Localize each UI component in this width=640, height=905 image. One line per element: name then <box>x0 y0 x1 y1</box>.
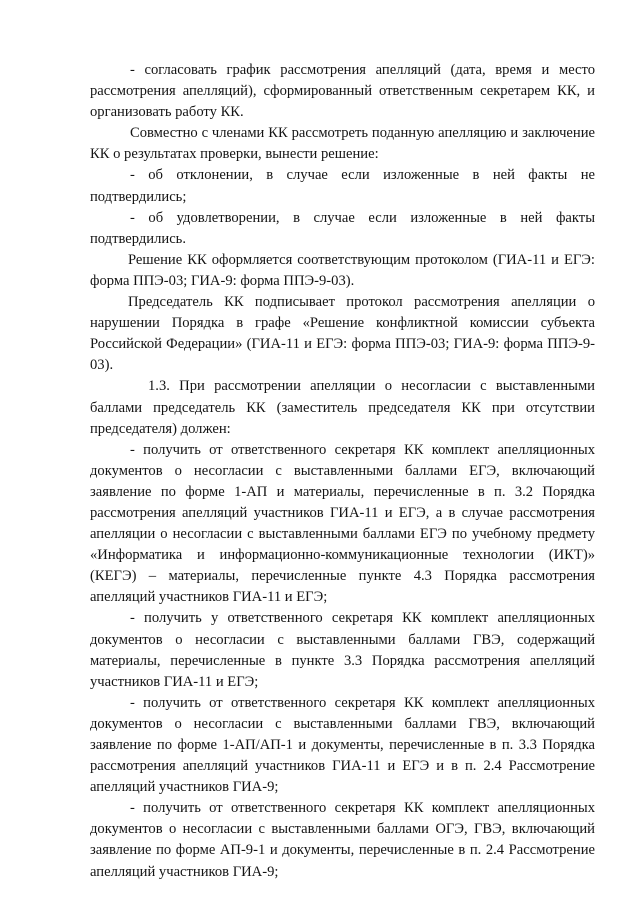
paragraph-chairman-signs: Председатель КК подписывает протокол рассмотрения апелляции о нарушении Порядка в графе «Решение конфликтной комиссии субъекта Российской Федерации» (ГИА-11 и ЕГЭ: форма ППЭ-03; ГИА-9: форма ППЭ-9-03). <box>90 294 595 374</box>
document-page <box>90 60 595 883</box>
paragraph-schedule: - согласовать график рассмотрения апелляций (дата, время и место рассмотрения апелляций), сформированный ответственным секретарем КК, и организовать работу КК. <box>90 62 595 121</box>
paragraph-gve-form-documents: - получить от ответственного секретаря КК комплект апелляционных документов о несогласии с выставленными баллами ГВЭ, включающий заявление по форме 1-АП/АП-1 и документы, перечисленные в п. 3.3 Порядка рассмотрения апелляций участников ГИА-11 и ЕГЭ и в п. 2.4 Рассмотрение апелляций участников ГИА-9; <box>90 694 595 796</box>
paragraph-rejection: - об отклонении, в случае если изложенные в ней факты не подтвердились; <box>90 167 595 205</box>
paragraph-gve-documents: - получить у ответственного секретаря КК комплект апелляционных документов о несогласии с выставленными баллами ГВЭ, содержащий материалы, перечисленные в пункте 3.3 Порядка рассмотрения апелляций участников ГИА-11 и ЕГЭ; <box>90 610 595 690</box>
paragraph-ege-documents: - получить от ответственного секретаря КК комплект апелляционных документов о несогласии с выставленными баллами ЕГЭ, включающий заявление по форме 1-АП и материалы, перечисленные в п. 3.2 Порядка рассмотрения апелляций участников ГИА-11 и ЕГЭ, а в случае рассмотрения апелляции о несогласии с выставленными баллами ЕГЭ по учебному предмету «Информатика и информационно-коммуникационные технологии (ИКТ)» (КЕГЭ) – материалы, перечисленные пункте 4.3 Порядка рассмотрения апелляций участников ГИА-11 и ЕГЭ; <box>90 441 595 606</box>
paragraph-protocol: Решение КК оформляется соответствующим протоколом (ГИА-11 и ЕГЭ: форма ППЭ-03; ГИА-9: форма ППЭ-9-03). <box>90 251 595 289</box>
paragraph-joint-review: Совместно с членами КК рассмотреть поданную апелляцию и заключение КК о результатах проверки, вынести решение: <box>90 125 595 163</box>
paragraph-satisfaction: - об удовлетворении, в случае если изложенные в ней факты подтвердились. <box>90 209 595 247</box>
paragraph-section-1-3: 1.3. При рассмотрении апелляции о несогласии с выставленными баллами председатель КК (заместитель председателя КК при отсутствии председателя) должен: <box>90 378 595 437</box>
paragraph-oge-gve-documents: - получить от ответственного секретаря КК комплект апелляционных документов о несогласии с выставленными баллами ОГЭ, ГВЭ, включающий заявление по форме АП-9-1 и документы, перечисленные в п. 2.4 Рассмотрение апелляций участников ГИА-9; <box>90 800 595 880</box>
